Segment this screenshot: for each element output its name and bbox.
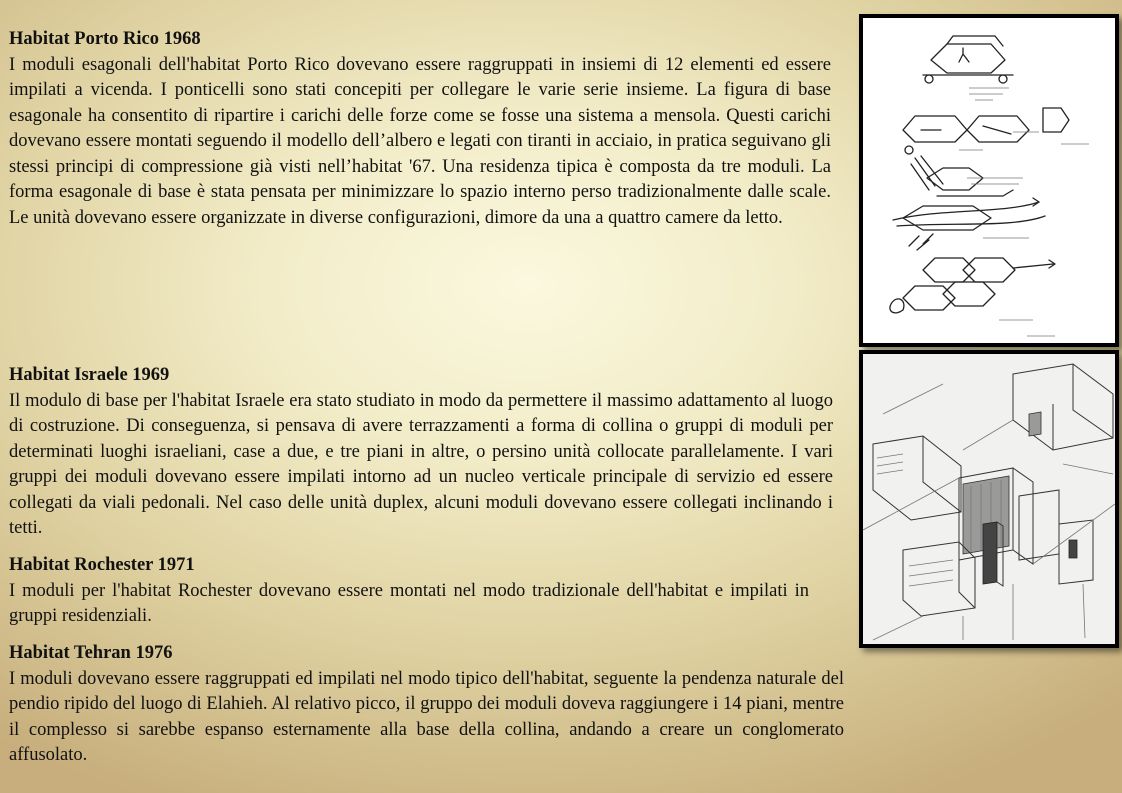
section-porto-rico <box>9 27 831 231</box>
sketch-module-2 <box>903 108 1069 142</box>
section-text: I moduli dovevano essere raggruppati ed impilati nel modo tipico dell'habitat, seguente la pendenza naturale del pendio ripido del luogo di Elahieh. Al relativo picco, il gruppo dei moduli doveva raggiungere i 14 piani, mentre il complesso si sarebbe espanso esternamente alla base della collina, andando a creare un conglomerato affusolato. <box>9 668 844 765</box>
axo-top-right-block <box>1013 364 1113 450</box>
axonometric-drawing <box>863 354 1115 644</box>
porto-rico-sketch-image <box>859 14 1119 347</box>
sketch-module-3 <box>905 146 1013 196</box>
section-rochester <box>9 553 809 630</box>
axo-left-block <box>873 436 961 520</box>
section-text: I moduli esagonali dell'habitat Porto Rico dovevano essere raggruppati in insiemi di 12 elementi ed essere impilati a vicenda. I ponticelli sono stati concepiti per collegare le varie serie insieme. La figura di base esagonale ha consentito di ripartire i carichi delle forze come se fosse una sistema a mensola. Questi carichi dovevano essere montati seguendo il modello dell’albero e legati con tiranti in acciaio, in pratica seguivano gli stessi principi di compressione già visti nell’habitat '67. Una residenza tipica è composta da tre moduli. La forma esagonale di base è stata pensata per minimizzare lo spazio interno perso tradizionalmente dalle scale. Le unità dovevano essere organizzate in diverse configurazioni, dimore da una a quattro camere da letto. <box>9 54 831 228</box>
israele-axonometric-image <box>859 350 1119 648</box>
hexagon-module-sketch <box>863 18 1115 343</box>
sketch-module-4 <box>893 198 1045 230</box>
section-tehran <box>9 641 844 769</box>
section-text: Il modulo di base per l'habitat Israele era stato studiato in modo da permettere il massimo adattamento al luogo di costruzione. Di conseguenza, si pensava di avere terrazzamenti a forma di collina o gruppi di moduli per determinati luoghi israeliani, case a due, e tre piani in altre, o persino unità collocate parallelamente. I vari gruppi dei moduli dovevano essere impilati intorno ad un nucleo verticale principale di servizio ed essere collegati da viali pedonali. Nel caso delle unità duplex, alcuni moduli dovevano essere collegati inclinando i tetti. <box>9 390 833 538</box>
section-title: Habitat Israele 1969 <box>9 365 170 385</box>
section-title: Habitat Tehran 1976 <box>9 643 173 663</box>
sketch-scribbles <box>959 88 1089 336</box>
section-text: I moduli per l'habitat Rochester dovevano essere montati nel modo tradizionale dell'habitat e impilati in gruppi residenziali. <box>9 580 809 626</box>
sketch-module-1 <box>923 36 1013 83</box>
sketch-module-5 <box>890 234 1055 313</box>
section-israele <box>9 363 833 542</box>
section-title: Habitat Porto Rico 1968 <box>9 29 201 49</box>
section-title: Habitat Rochester 1971 <box>9 555 195 575</box>
